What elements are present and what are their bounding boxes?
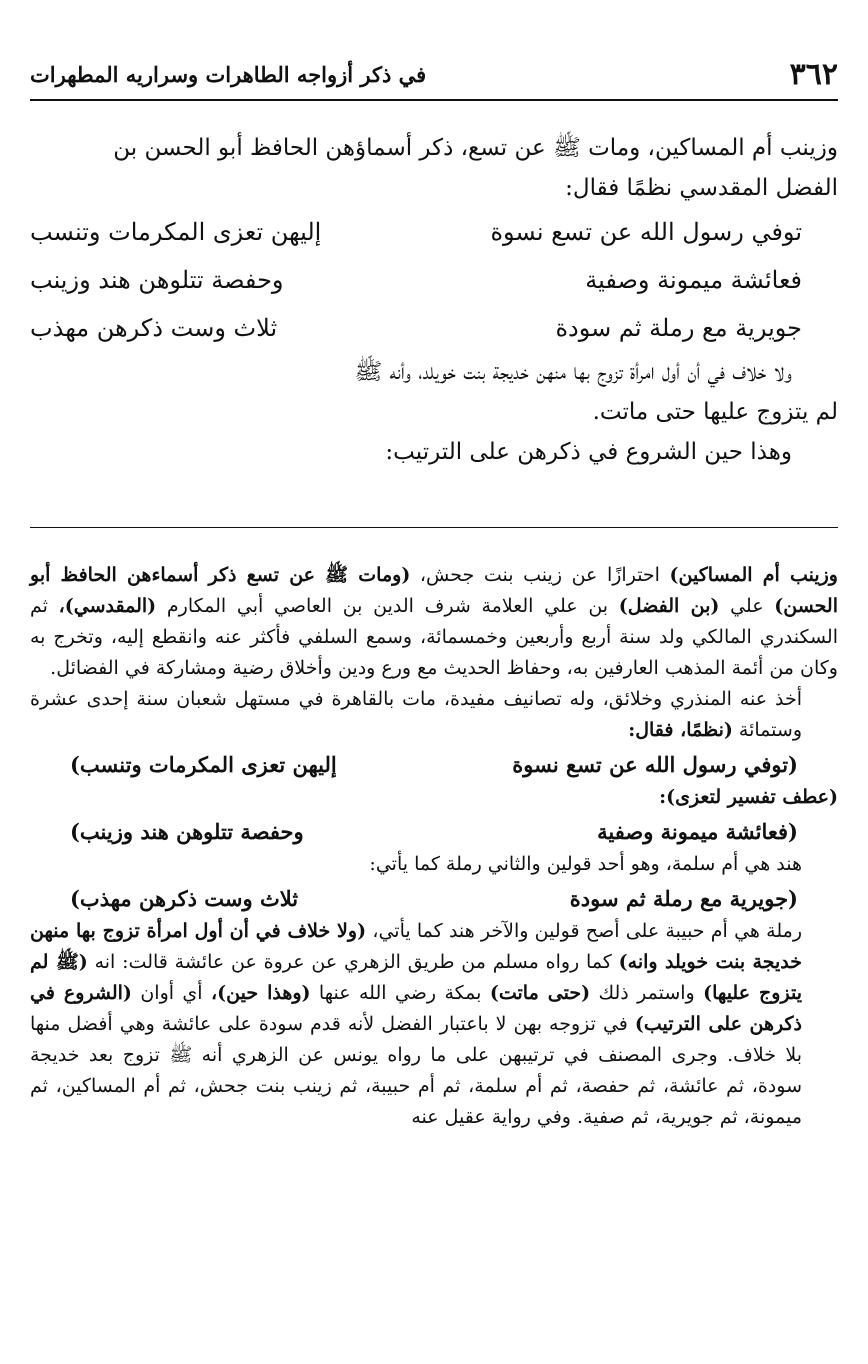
commentary-paragraph [30,916,838,1133]
verse-second-half: إليهن تعزى المكرمات وتنسب [30,218,322,246]
commentary-text: ثم السكندري المالكي ولد سنة أربع وأربعين وخمسمائة، وسمع السلفي فأكثر عنه وانقطع إليه، وتخرج به وكان من أئمة المذهب العارفين به، وحفاظ الحديث مع ورع ودين وأخلاق رضية ومشاركة في الفضائل. [30,595,838,679]
verse-second-half: ثلاث وست ذكرهن مهذب) [70,885,299,911]
verse-second-half: ثلاث وست ذكرهن مهذب [30,314,278,342]
commentary-gloss: هند هي أم سلمة، وهو أحد قولين والثاني رملة كما يأتي: [369,853,802,875]
main-line: وزينب أم المساكين، ومات ﷺ عن تسع، ذكر أسماؤهن الحافظ أبو الحسن بن [113,135,838,161]
page-header [30,54,838,94]
commentary-paragraph [30,560,838,684]
quoted-term: (نظمًا، فقال: [628,719,733,741]
commentary-paragraph [30,684,838,746]
main-line: لم يتزوج عليها حتى ماتت. [592,399,838,425]
running-title: في ذكر أزواجه الطاهرات وسراريه المطهرات [30,61,427,87]
quoted-term: (عطف تفسير لتعزى): [659,786,838,808]
quoted-term: وزينب أم المساكين) [669,564,838,586]
poem-verse [30,304,838,352]
main-line: وهذا حين الشروع في ذكرهن على الترتيب: [385,439,792,465]
quoted-term: (ولا خلاف في أن أول امرأة تزوج بها منهن خديجة بنت خويلد وانه) [30,920,802,973]
quoted-term: (بن الفضل) [618,595,720,617]
commentary-gloss [30,782,838,813]
poem-verse [30,208,838,256]
quoted-term: (وهذا حين)، [211,982,311,1004]
verse-first-half: (توفي رسول الله عن تسع نسوة [512,751,798,777]
quoted-term: (ومات ﷺ عن تسع ذكر أسماءهن الحافظ أبو الحسن) [30,564,839,617]
commentary [30,560,838,1133]
page-number: ٣٦٢ [789,56,838,92]
verse-first-half: توفي رسول الله عن تسع نسوة [490,218,802,246]
quoted-term: (حتى ماتت) [489,982,591,1004]
header-rule [30,99,838,101]
commentary-text: واستمر ذلك [590,982,704,1004]
main-poem [30,208,838,352]
commentary-text: أخذ عنه المنذري وخلائق، وله تصانيف مفيدة، مات بالقاهرة في مستهل شعبان سنة إحدى عشرة وستمائة [30,688,802,741]
verse-second-half: وحفصة تتلوهن هند وزينب [30,266,284,294]
commentary-text: في تزوجه بهن لا باعتبار الفضل لأنه قدم سودة على عائشة وهي أفضل منها بلا خلاف. وجرى المصنف في ترتيبهن على ما رواه يونس عن الزهري أنه ﷺ تزوج بعد خديجة سودة، ثم عائشة، ثم حفصة، ثم أم سلمة، ثم أم حبيبة، ثم زينب بنت جحش، ثم أم المساكين، ثم ميمونة، ثم جويرية، ثم صفية. وفي رواية عقيل عنه [30,1013,802,1128]
main-line: الفضل المقدسي نظمًا فقال: [565,175,838,201]
commentary-text: رملة هي أم حبيبة على أصح قولين والآخر هند كما يأتي، [366,920,803,942]
verse-second-half: إليهن تعزى المكرمات وتنسب) [70,751,337,777]
section-divider [30,527,838,528]
main-line: ولا خلاف في أن أول امرأة تزوج بها منهن خديجة بنت خويلد، وأنه ﷺ [354,359,792,385]
commentary-verse [30,880,838,916]
commentary-text: احترازًا عن زينب بنت جحش، [410,564,670,586]
verse-first-half: (فعائشة ميمونة وصفية [597,818,798,844]
commentary-text: علي [719,595,775,617]
commentary-text: كما رواه مسلم من طريق الزهري عن عروة عن عائشة قالت: انه [87,951,619,973]
verse-second-half: وحفصة تتلوهن هند وزينب) [70,818,304,844]
verse-first-half: جويرية مع رملة ثم سودة [555,314,802,342]
poem-verse [30,256,838,304]
commentary-verse [30,813,838,849]
commentary-verse [30,746,838,782]
quoted-term: (الشروع في ذكرهن على الترتيب) [30,982,802,1035]
verse-first-half: (جويرية مع رملة ثم سودة [569,885,798,911]
commentary-text: بمكة رضي الله عنها [310,982,490,1004]
commentary-text: أي أوان [131,982,212,1004]
main-text [30,128,838,472]
verse-first-half: فعائشة ميمونة وصفية [585,266,802,294]
quoted-term: (ﷺ لم يتزوج عليها) [30,951,802,1004]
commentary-text: بن علي العلامة شرف الدين بن العاصي أبي المكارم [156,595,619,617]
quoted-term: (المقدسي)، [58,595,157,617]
